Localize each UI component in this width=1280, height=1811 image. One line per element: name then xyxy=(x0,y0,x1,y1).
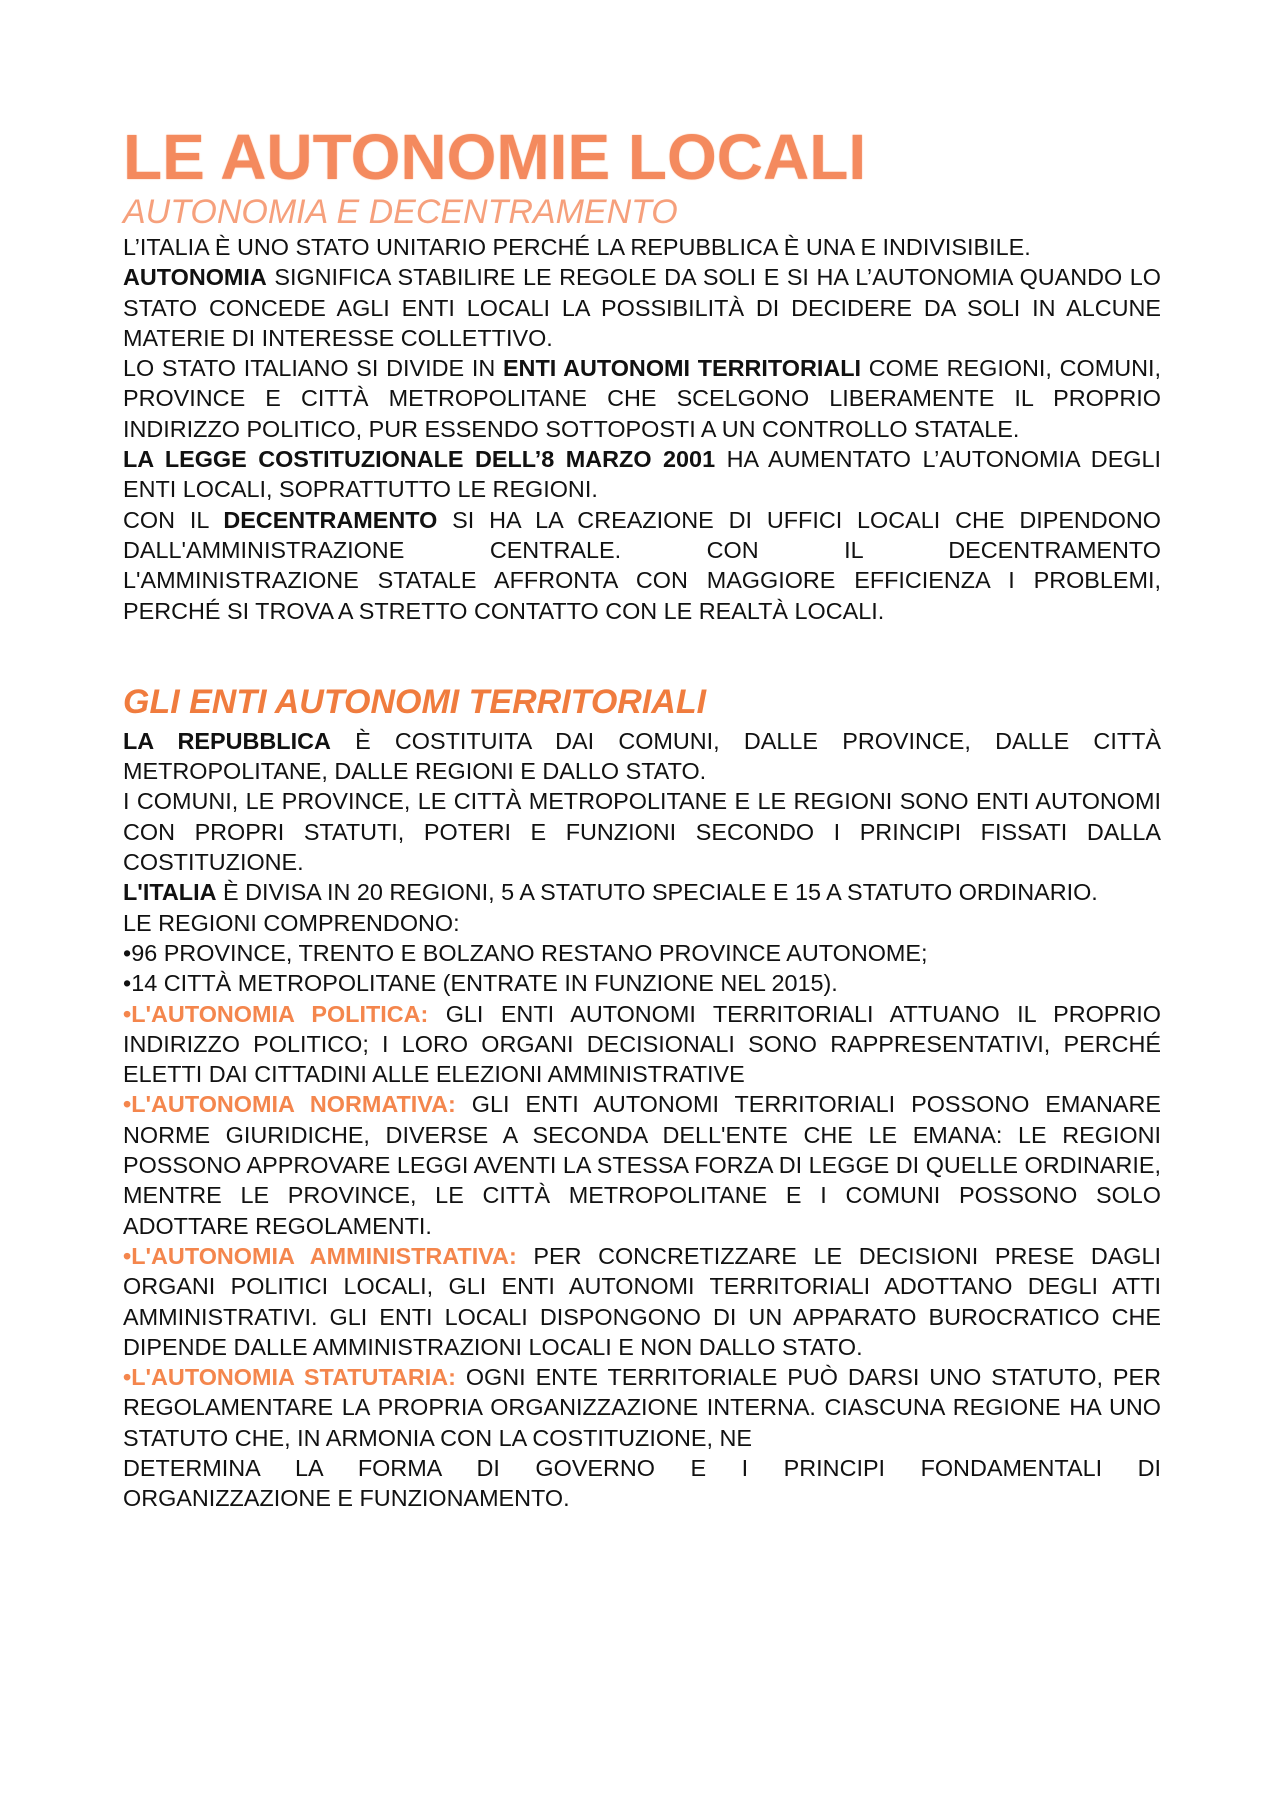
paragraph-text: LO STATO ITALIANO SI DIVIDE IN xyxy=(123,355,503,382)
section-heading-autonomia: AUTONOMIA E DECENTRAMENTO xyxy=(123,193,678,231)
paragraph-text: È DIVISA IN 20 REGIONI, 5 A STATUTO SPECIALE E 15 A STATUTO ORDINARIO. xyxy=(216,879,1098,906)
paragraph: I COMUNI, LE PROVINCE, LE CITTÀ METROPOLITANE E LE REGIONI SONO ENTI AUTONOMI CON PROPRI STATUTI, POTERI E FUNZIONI SECONDO I PRINCIPI FISSATI DALLA COSTITUZIONE. xyxy=(123,788,1161,876)
paragraph-text: CON IL xyxy=(123,506,224,533)
autonomy-label: •L'AUTONOMIA AMMINISTRATIVA: xyxy=(123,1242,517,1269)
paragraph-text: GLI ENTI AUTONOMI TERRITORIALI ATTUANO IL PROPRIO INDIRIZZO POLITICO; I LORO ORGANI DECISIONALI SONO RAPPRESENTATIVI, PERCHÉ ELETTI DAI CITTADINI ALLE ELEZIONI AMMINISTRATIVE xyxy=(123,1000,1161,1088)
paragraph xyxy=(123,505,1161,535)
paragraph-line: DETERMINA LA FORMA DI GOVERNO E I PRINCIPI FONDAMENTALI DI xyxy=(123,1454,1161,1481)
list-item xyxy=(123,999,1161,1090)
paragraph-text: SIGNIFICA STABILIRE LE REGOLE DA SOLI E SI HA L’AUTONOMIA QUANDO LO STATO CONCEDE AGLI ENTI LOCALI LA POSSIBILITÀ DI DECIDERE DA SOLI IN ALCUNE MATERIE DI INTERESSE COLLETTIVO. xyxy=(123,264,1161,351)
paragraph: ORGANIZZAZIONE E FUNZIONAMENTO. xyxy=(123,1485,570,1512)
paragraph-text: GLI ENTI AUTONOMI TERRITORIALI POSSONO EMANARE NORME GIURIDICHE, DIVERSE A SECONDA DELL'ENTE CHE LE EMANA: LE REGIONI POSSONO APPROVARE LEGGI AVENTI LA STESSA FORZA DI LEGGE DI QUELLE ORDINARIE, MENTRE LE PROVINCE, LE CITTÀ METROPOLITANE E I COMUNI POSSONO SOLO ADOTTARE REGOLAMENTI. xyxy=(123,1091,1161,1239)
list-item xyxy=(123,1241,1161,1362)
paragraph xyxy=(123,444,1161,505)
autonomy-label: •L'AUTONOMIA POLITICA: xyxy=(123,1000,429,1027)
list-item: •14 CITTÀ METROPOLITANE (ENTRATE IN FUNZIONE NEL 2015). xyxy=(123,970,838,997)
bold-term: L'ITALIA xyxy=(123,879,217,906)
bold-term: ENTI AUTONOMI TERRITORIALI xyxy=(502,355,862,382)
list-item xyxy=(123,1089,1161,1240)
document-page xyxy=(123,118,1161,1514)
paragraph xyxy=(123,262,1161,353)
page-title: LE AUTONOMIE LOCALI xyxy=(123,121,867,193)
bold-term: AUTONOMIA xyxy=(123,264,267,291)
paragraph-text: OGNI ENTE TERRITORIALE PUÒ DARSI UNO STATUTO, PER REGOLAMENTARE LA PROPRIA ORGANIZZAZIONE INTERNA. CIASCUNA REGIONE HA UNO STATUTO CHE, IN ARMONIA CON LA COSTITUZIONE, NE xyxy=(123,1364,1161,1451)
autonomy-label: •L'AUTONOMIA STATUTARIA: xyxy=(123,1364,456,1391)
paragraph: L'AMMINISTRAZIONE STATALE AFFRONTA CON MAGGIORE EFFICIENZA I PROBLEMI, PERCHÉ SI TROVA A STRETTO CONTATTO CON LE REALTÀ LOCALI. xyxy=(123,567,1161,624)
paragraph-text: COME REGIONI, COMUNI, PROVINCE E CITTÀ METROPOLITANE CHE SCELGONO LIBERAMENTE IL PROPRIO INDIRIZZO POLITICO, PUR ESSENDO SOTTOPOSTI A UN CONTROLLO STATALE. xyxy=(123,355,1161,442)
bold-term: LA REPUBBLICA xyxy=(123,727,331,754)
bold-term: DECENTRAMENTO xyxy=(223,506,438,533)
autonomy-label: •L'AUTONOMIA NORMATIVA: xyxy=(123,1091,456,1118)
paragraph xyxy=(123,877,1161,907)
bold-term: LA LEGGE COSTITUZIONALE DELL’8 MARZO 2001 xyxy=(123,446,716,473)
paragraph: LE REGIONI COMPRENDONO: xyxy=(123,909,460,936)
list-item: •96 PROVINCE, TRENTO E BOLZANO RESTANO PROVINCE AUTONOME; xyxy=(123,939,928,966)
paragraph-text: HA AUMENTATO L’AUTONOMIA DEGLI ENTI LOCALI, SOPRATTUTTO LE REGIONI. xyxy=(123,446,1162,503)
paragraph: L’ITALIA È UNO STATO UNITARIO PERCHÉ LA REPUBBLICA È UNA E INDIVISIBILE. xyxy=(123,234,1031,260)
paragraph-line: DALL'AMMINISTRAZIONE CENTRALE. CON IL DECENTRAMENTO xyxy=(123,536,1161,563)
list-item xyxy=(123,1362,1161,1453)
section-heading-enti: GLI ENTI AUTONOMI TERRITORIALI xyxy=(123,682,707,721)
paragraph xyxy=(123,353,1161,444)
paragraph xyxy=(123,726,1161,787)
paragraph-text: SI HA LA CREAZIONE DI UFFICI LOCALI CHE DIPENDONO xyxy=(437,506,1161,533)
paragraph-text: È COSTITUITA DAI COMUNI, DALLE PROVINCE, DALLE CITTÀ METROPOLITANE, DALLE REGIONI E DALLO STATO. xyxy=(123,727,1161,785)
paragraph-text: PER CONCRETIZZARE LE DECISIONI PRESE DAGLI ORGANI POLITICI LOCALI, GLI ENTI AUTONOMI TERRITORIALI ADOTTANO DEGLI ATTI AMMINISTRATIVI. GLI ENTI LOCALI DISPONGONO DI UN APPARATO BUROCRATICO CHE DIPENDE DALLE AMMINISTRAZIONI LOCALI E NON DALLO STATO. xyxy=(123,1242,1162,1360)
